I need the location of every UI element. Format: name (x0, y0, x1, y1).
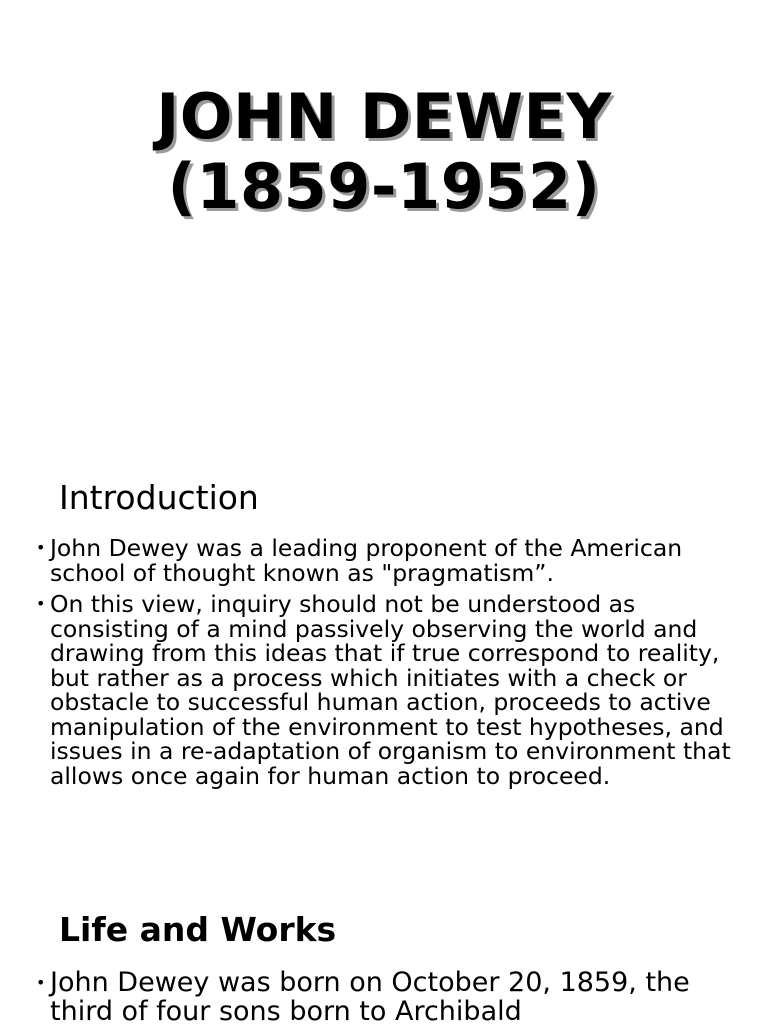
bullet-icon: • (36, 973, 46, 992)
introduction-bullet-list (36, 536, 738, 795)
bullet-icon: • (36, 538, 46, 557)
bullet-text: John Dewey was a leading proponent of the American school of thought known as "pragmatism”. (50, 534, 683, 587)
bullet-text: John Dewey was born on October 20, 1859, the third of four sons born to Archibald (50, 967, 690, 1027)
bullet-item (36, 536, 738, 585)
bullet-icon: • (36, 594, 46, 613)
title-slide (0, 0, 768, 456)
bullet-item (36, 592, 738, 788)
life-and-works-bullet-list (36, 968, 738, 1026)
life-and-works-slide (0, 886, 768, 1027)
introduction-slide (0, 456, 768, 886)
life-and-works-heading: Life and Works (59, 910, 337, 949)
title-years: (1859-1952) (167, 150, 601, 223)
introduction-heading: Introduction (59, 478, 259, 517)
bullet-item (36, 968, 738, 1026)
main-title (0, 82, 768, 222)
title-name: JOHN DEWEY (156, 80, 612, 153)
bullet-text: On this view, inquiry should not be understood as consisting of a mind passively observing the world and drawing from this ideas that if true correspond to reality, but rather as a process which initiates with a check or obstacle to successful human action, proceeds to active manipulation of the environment to test hypotheses, and issues in a re-adaptation of organism to environment that allows once again for human action to proceed. (50, 590, 731, 790)
